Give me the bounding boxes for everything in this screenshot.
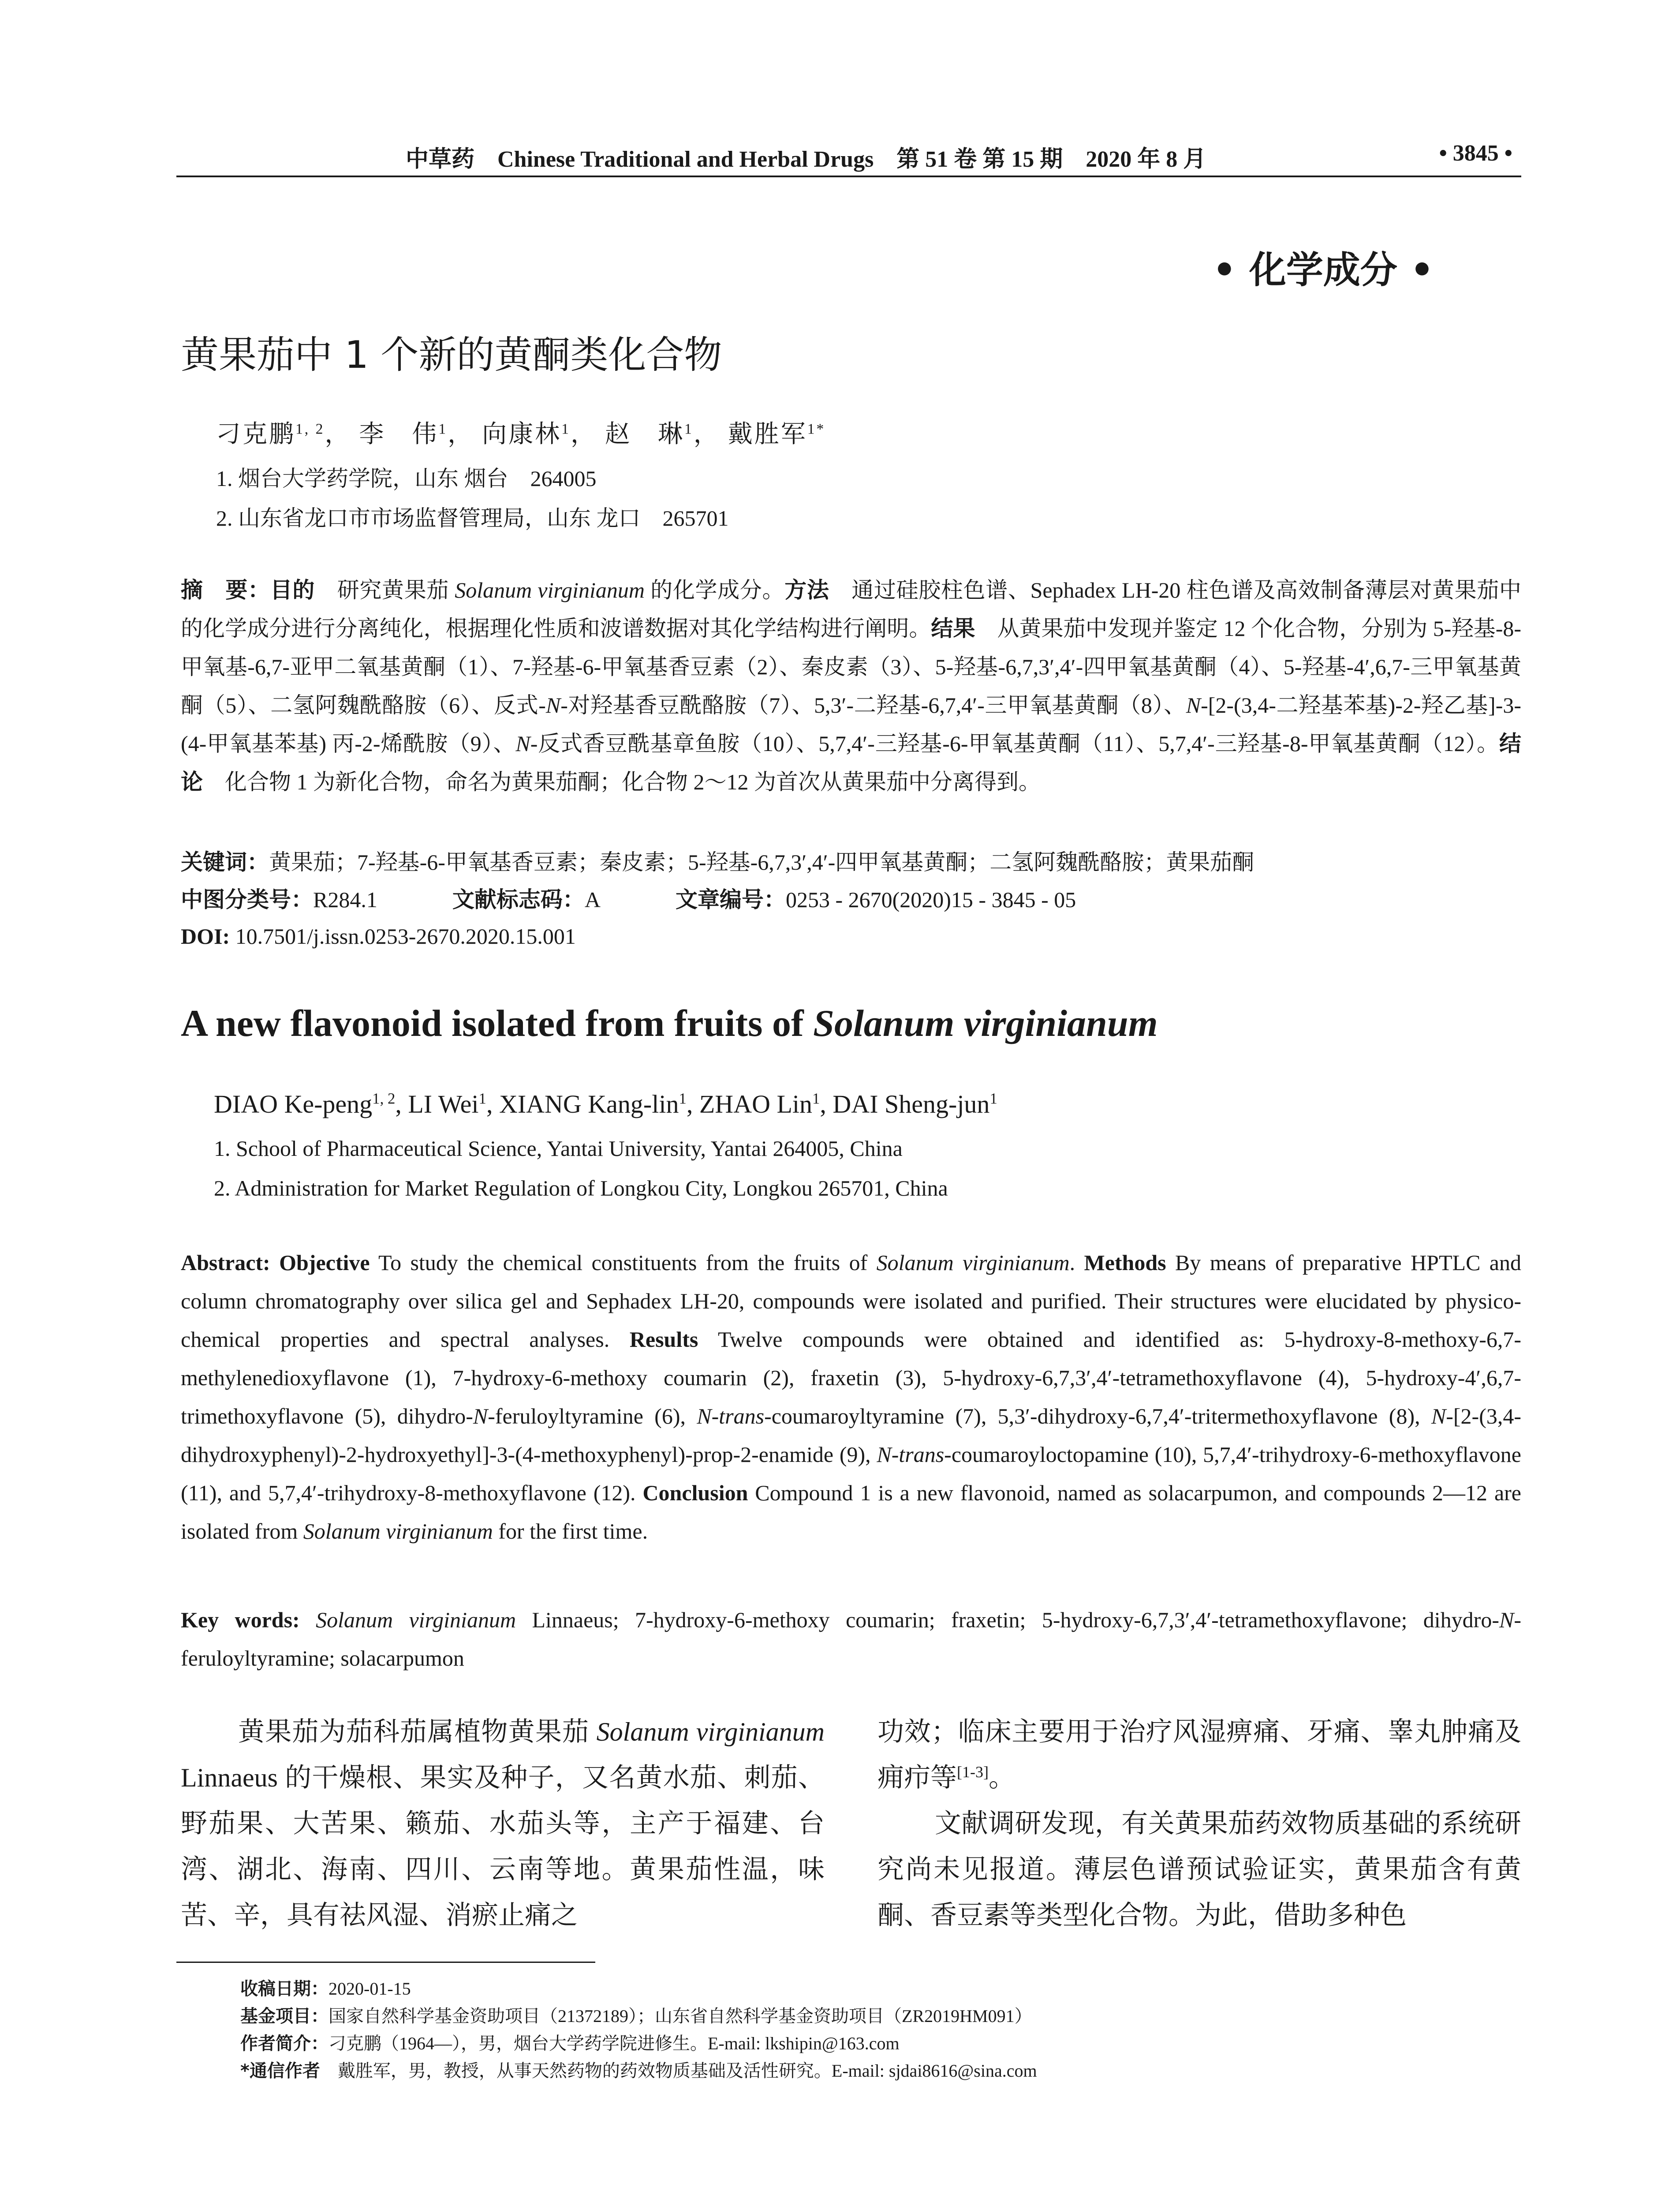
english-abstract: Abstract: Objective To study the chemical constituents from the fruits of Solanum virginianum. Methods By means of preparative HPTLC and column chromatography over silica gel and Sephadex LH-20, compounds were isolated and purified. Their structures were elucidated by physico-chemical properties and spectral analyses. Results Twelve compounds were obtained and identified as: 5-hydroxy-8-methoxy-6,7-methylenedioxyflavone (1), 7-hydroxy-6-methoxy coumarin (2), fraxetin (3), 5-hydroxy-6,7,3′,4′-tetramethoxyflavone (4), 5-hydroxy-4′,6,7-trimethoxyflavone (5), dihydro-N-feruloyltyramine (6), N-trans-coumaroyltyramine (7), 5,3′-dihydroxy-6,7,4′-tritermethoxyflavone (8), N-[2-(3,4-dihydroxyphenyl)-2-hydroxyethyl]-3-(4-methoxyphenyl)-prop-2-enamide (9), N-trans-coumaroyloctopamine (10), 5,7,4′-trihydroxy-6-methoxyflavone (11), and 5,7,4′-trihydroxy-8-methoxyflavone (12). Conclusion Compound 1 is a new flavonoid, named as solacarpumon, and compounds 2—12 are isolated from Solanum virginianum for the first time. [181, 1250, 1522, 1544]
author-affil-mark: 1 [989, 1090, 997, 1107]
author-name: DIAO Ke-peng [214, 1090, 373, 1118]
author-name: 赵 琳 [605, 421, 684, 448]
author-affil-mark: 1, 2 [372, 1090, 396, 1107]
species-name: Solanum virginianum [876, 1250, 1070, 1275]
objective-text: 的化学成分。 [644, 578, 785, 602]
species-name: Solanum virginianum [596, 1717, 825, 1746]
keywords-text: -feruloyltyramine; solacarpumon [181, 1607, 1521, 1671]
english-keywords [181, 1601, 1521, 1678]
species-name: Solanum virginianum [303, 1519, 493, 1544]
running-header [176, 140, 1521, 171]
journal-header: 中草药 Chinese Traditional and Herbal Drugs 第 51 卷 第 15 期 2020 年 8 月 [406, 147, 1206, 172]
citation-ref: [1-3] [957, 1763, 989, 1781]
body-text: 。 [988, 1763, 1015, 1792]
italic-n-trans: N-trans [877, 1442, 945, 1467]
species-name: Solanum virginianum [316, 1607, 516, 1632]
keywords-label: Key words: [181, 1607, 300, 1632]
author-name: 向康林 [482, 421, 562, 448]
conclusion-text: 化合物 1 为新化合物，命名为黄果茄酮；化合物 2～12 为首次从黄果茄中分离得到。 [203, 770, 1041, 794]
footnote-text: 刁克鹏（1964—），男，烟台大学药学院进修生。E-mail: lkshipin@163.com [329, 2033, 900, 2053]
body-column-right [877, 1709, 1521, 1938]
english-affiliation-1: 1. School of Pharmaceutical Science, Yantai University, Yantai 264005, China [214, 1136, 903, 1161]
body-text: 功效；临床主要用于治疗风湿痹痛、牙痛、睾丸肿痛及痈疖等 [877, 1717, 1521, 1792]
results-label: Results [629, 1327, 698, 1352]
author-affil-mark: 1 [679, 1090, 687, 1107]
body-text: 黄果茄为茄科茄属植物黄果茄 [238, 1717, 597, 1746]
objective-label: Objective [279, 1250, 370, 1275]
abstract-label: 摘 要： [181, 577, 270, 603]
footnote-fund [240, 2002, 1032, 2027]
author-affil-mark: 1 [478, 1090, 486, 1107]
author-name: ZHAO Lin [699, 1090, 813, 1118]
footnote-text: 国家自然科学基金资助项目（21372189）；山东省自然科学基金资助项目（ZR2019HM091） [329, 2006, 1032, 2026]
doc-code-label: 文献标志码： [452, 887, 585, 912]
methods-label: Methods [1084, 1250, 1166, 1275]
author-name: LI Wei [408, 1090, 479, 1118]
keywords-label: 关键词： [181, 849, 269, 875]
chinese-affiliation-2: 2. 山东省龙口市市场监督管理局，山东 龙口 265701 [216, 506, 729, 531]
conclusion-text: for the first time. [493, 1519, 648, 1544]
author-affil-mark: 1 [684, 421, 694, 437]
methods-text: 通过硅胶柱色谱、Sephadex LH-20 柱色谱及高效制备薄层对黄果茄中的化学成分进行分离纯化，根据理化性质和波谱数据对其化学结构进行阐明。 [181, 578, 1522, 641]
footnote-label: 收稿日期： [240, 1979, 329, 1999]
doi-value: 10.7501/j.issn.0253-2670.2020.15.001 [230, 924, 576, 949]
objective-label: 目的 [270, 577, 315, 603]
methods-text: By means of preparative HPTLC and column chromatography over silica gel and Sephadex LH-20, compounds were isolated and purified. Their structures were elucidated by physico-chemical properties and spectral analyses. [181, 1250, 1521, 1352]
article-number-label: 文章编号： [675, 887, 786, 912]
author-name: 戴胜军 [728, 421, 807, 448]
chinese-affiliation-1: 1. 烟台大学药学院，山东 烟台 264005 [216, 466, 597, 491]
body-paragraph: 文献调研发现，有关黄果茄药效物质基础的系统研究尚未见报道。薄层色谱预试验证实，黄果茄含有黄酮、香豆素等类型化合物。为此，借助多种色 [877, 1809, 1521, 1930]
conclusion-label: 结论 [181, 731, 1521, 795]
footnote-text: 2020-01-15 [329, 1979, 411, 1999]
results-text: -coumaroyloctopamine (10), 5,7,4′-trihydroxy-6-methoxyflavone (11), and 5,7,4′-trihydroxy-8-methoxyflavone (12). [181, 1442, 1521, 1505]
italic-n: N [473, 1404, 488, 1428]
footnote-label: 作者简介： [240, 2033, 329, 2054]
footnote-text: 戴胜军，男，教授，从事天然药物的药效物质基础及活性研究。E-mail: sjdai8616@sina.com [320, 2061, 1037, 2081]
footnote-label: 基金项目： [240, 2006, 329, 2026]
results-text: -反式香豆酰基章鱼胺（10）、5,7,4′-三羟基-6-甲氧基黄酮（11）、5,7,4′-三羟基-8-甲氧基黄酮（12）。 [530, 731, 1499, 756]
italic-n: N [515, 731, 530, 756]
species-name: Solanum virginianum [813, 1002, 1158, 1044]
section-label: • 化学成分 • [1213, 248, 1434, 292]
keywords-text: Linnaeus; 7-hydroxy-6-methoxy coumarin; fraxetin; 5-hydroxy-6,7,3′,4′-tetramethoxyflavone; dihydro- [516, 1607, 1499, 1632]
results-text: -[2-(3,4-dihydroxyphenyl)-2-hydroxyethyl]-3-(4-methoxyphenyl)-prop-2-enamide (9), [181, 1404, 1522, 1467]
results-text: -[2-(3,4-二羟基苯基)-2-羟乙基]-3-(4-甲氧基苯基) 丙-2-烯酰胺（9）、 [181, 693, 1521, 756]
italic-n: N [1499, 1607, 1514, 1632]
footnote-label: *通信作者 [240, 2061, 320, 2081]
chinese-keywords [181, 843, 1521, 882]
author-name: XIANG Kang-lin [499, 1090, 679, 1118]
methods-label: 方法 [784, 577, 829, 603]
objective-text: 研究黄果茄 [315, 578, 455, 602]
clc-value: R284.1 [313, 887, 377, 912]
author-affil-mark: 1 [438, 421, 448, 437]
header-rule [176, 176, 1521, 177]
author-affil-mark: 1 [812, 1090, 820, 1107]
classification-line [181, 881, 1521, 919]
english-title-text: A new flavonoid isolated from fruits of [181, 1002, 814, 1044]
results-text: 从黄果茄中发现并鉴定 12 个化合物，分别为 5-羟基-8-甲氧基-6,7-亚甲二氧基黄酮（1）、7-羟基-6-甲氧基香豆素（2）、秦皮素（3）、5-羟基-6,7,3′,4′-四甲氧基黄酮（4）、5-羟基-4′,6,7-三甲氧基黄酮（5）、二氢阿魏酰酪胺（6）、反式- [181, 616, 1522, 718]
chinese-abstract [181, 571, 1521, 801]
article-number-value: 0253 - 2670(2020)15 - 3845 - 05 [785, 887, 1076, 912]
body-text: Linnaeus 的干燥根、果实及种子，又名黄水茄、刺茄、野茄果、大苦果、籁茄、水茄头等，主产于福建、台湾、湖北、海南、四川、云南等地。黄果茄性温，味苦、辛，具有祛风湿、消瘀止痛之 [181, 1763, 825, 1930]
results-text: -feruloyltyramine (6), [488, 1404, 697, 1428]
doi-line [181, 917, 1521, 956]
author-name: DAI Sheng-jun [833, 1090, 990, 1118]
author-name: 李 伟 [359, 421, 439, 448]
body-paragraph [877, 1709, 1521, 1801]
species-name: Solanum virginianum [455, 578, 645, 602]
author-affil-mark: 1* [807, 421, 826, 437]
italic-n: N [1186, 693, 1201, 718]
author-affil-mark: 1 [561, 421, 571, 437]
results-label: 结果 [931, 616, 975, 641]
footnote-received [240, 1975, 411, 2000]
abstract-label: Abstract: [181, 1250, 270, 1275]
footnote-rule [176, 1962, 595, 1963]
objective-text: To study the chemical constituents from the fruits of [370, 1250, 877, 1275]
italic-n: N [545, 693, 561, 718]
footnote-author [240, 2029, 900, 2055]
doi-label: DOI: [181, 924, 230, 949]
author-affil-mark: 1, 2 [295, 421, 325, 437]
footnote-corresponding [240, 2057, 1037, 2082]
clc-label: 中图分类号： [181, 887, 313, 912]
body-column-left [181, 1709, 825, 1938]
italic-n-trans: N-trans [697, 1404, 765, 1428]
results-text: -coumaroyltyramine (7), 5,3′-dihydroxy-6,7,4′-tritermethoxyflavone (8), [764, 1404, 1431, 1428]
results-text: -对羟基香豆酰酪胺（7）、5,3′-二羟基-6,7,4′-三甲氧基黄酮（8）、 [560, 693, 1186, 718]
italic-n: N [1431, 1404, 1446, 1428]
keywords-text: 黄果茄；7-羟基-6-甲氧基香豆素；秦皮素；5-羟基-6,7,3′,4′-四甲氧基黄酮；二氢阿魏酰酪胺；黄果茄酮 [269, 850, 1254, 875]
page-number: • 3845 • [1439, 141, 1512, 166]
conclusion-text: Compound 1 is a new flavonoid, named as solacarpumon, and compounds 2—12 are isolated from [181, 1480, 1521, 1544]
english-title [181, 1001, 1158, 1045]
author-name: 刁克鹏 [216, 421, 295, 448]
english-authors: DIAO Ke-peng$^{1, 2}$, LI Wei$^1$, XIANG Kang-lin$^1$, ZHAO Lin$^1$, DAI Sheng-jun$^1$ [214, 1090, 997, 1118]
english-affiliation-2: 2. Administration for Market Regulation of Longkou City, Longkou 265701, China [214, 1176, 948, 1200]
conclusion-label: Conclusion [642, 1480, 748, 1505]
doc-code-value: A [584, 887, 601, 912]
chinese-authors: 刁克鹏$^{1, 2}$， 李 伟$^1$， 向康林$^1$， 赵 琳$^1$， 戴胜军$^{1*}$ [216, 421, 826, 448]
chinese-title: 黄果茄中 1 个新的黄酮类化合物 [181, 333, 722, 377]
results-text: Twelve compounds were obtained and identified as: 5-hydroxy-8-methoxy-6,7-methylenedioxyflavone (1), 7-hydroxy-6-methoxy coumarin (2), fraxetin (3), 5-hydroxy-6,7,3′,4′-tetramethoxyflavone (4), 5-hydroxy-4′,6,7-trimethoxyflavone (5), dihydro- [181, 1327, 1521, 1428]
